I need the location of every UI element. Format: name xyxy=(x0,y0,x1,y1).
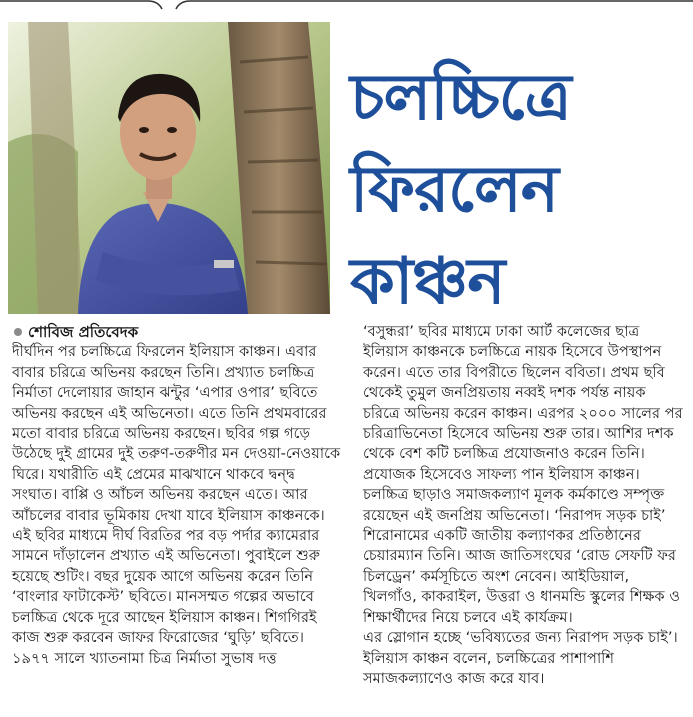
bullet-icon xyxy=(14,328,22,336)
article-column-right xyxy=(363,322,685,689)
article-paragraph: এর স্লোগান হচ্ছে ‘ভবিষ্যতের জন্য নিরাপদ সড়ক চাই’। ইলিয়াস কাঞ্চন বলেন, চলচ্চিত্রের পাশাপাশি সমাজকল্যাণেও কাজ করে যাব। xyxy=(363,629,678,687)
actor-photo xyxy=(8,22,330,314)
top-frame-border xyxy=(0,0,693,10)
byline-text: শোবিজ প্রতিবেদক xyxy=(28,323,139,341)
article-paragraph: এই ছবির মাধ্যমে দীর্ঘ বিরতির পর বড় পর্দার ক্যামেরার সামনে দাঁড়ালেন প্রখ্যাত এই অভিনেতা। পুবাইলে শুরু হয়েছে শুটিং। বছর দুয়েক আগে অভিনয় করেন তিনি ‘বাংলার ফাটাকেস্ট’ ছবিতে। মানসম্মত গল্পের অভাবে চলচ্চিত্র থেকে দূরে আছেন ইলিয়াস কাঞ্চন। শিগগিরই কাজ শুরু করবেন জাফর ফিরোজের ‘ঘুড়ি’ ছবিতে। xyxy=(12,527,320,647)
article-headline xyxy=(350,52,680,328)
article-column-left xyxy=(12,322,342,669)
article-paragraph: ‘বসুন্ধরা’ ছবির মাধ্যমে ঢাকা আর্ট কলেজের ছাত্র ইলিয়াস কাঞ্চনকে চলচ্চিত্রে নায়ক হিসেবে উপস্থাপন করেন। এতে তার বিপরীতে ছিলেন ববিতা। প্রথম ছবি থেকেই তুমুল জনপ্রিয়তায় নব্বই দশক পর্যন্ত নায়ক চরিত্রে অভিনয় করেন কাঞ্চন। এরপর ২০০০ সালের পর চরিত্রাভিনেতা হিসেবে অভিনয় শুরু তার। আশির দশক থেকে বেশ কটি চলচ্চিত্র প্রযোজনাও করেন তিনি। প্রযোজক হিসেবেও সাফল্য পান ইলিয়াস কাঞ্চন। xyxy=(363,323,683,483)
byline xyxy=(12,322,342,342)
article-paragraph: চলচ্চিত্র ছাড়াও সমাজকল্যাণ মূলক কর্মকাণ্ডে সম্পৃক্ত রয়েছেন এই জনপ্রিয় অভিনেতা। ‘নিরাপদ সড়ক চাই’ শিরোনামের একটি জাতীয় কল্যাণকর প্রতিষ্ঠানের চেয়ারম্যান তিনি। আজ জাতিসংঘের ‘রোড সেফটি ফর চিলড্রেন’ কর্মসূচিতে অংশ নেবেন। আইডিয়াল, খিলগাঁও, কাকরাইল, উত্তরা ও ধানমন্ডি স্কুলের শিক্ষক ও শিক্ষার্থীদের নিয়ে চলবে এই কার্যক্রম। xyxy=(363,486,681,626)
headline-line: কাঞ্চন xyxy=(350,245,505,319)
article-paragraph: ১৯৭৭ সালে খ্যাতনামা চিত্র নির্মাতা সুভাষ দত্ত xyxy=(12,649,277,667)
article-paragraph: দীর্ঘদিন পর চলচ্চিত্রে ফিরলেন ইলিয়াস কাঞ্চন। এবার বাবার চরিত্রে অভিনয় করছেন তিনি। প্রখ্যাত চলচ্চিত্র নির্মাতা দেলোয়ার জাহান ঝন্টুর ‘এপার ওপার’ ছবিতে অভিনয় করছেন এই অভিনেতা। এতে তিনি প্রথমবারের মতো বাবার চরিত্রে অভিনয় করছেন। ছবির গল্প গড়ে উঠেছে দুই গ্রামের দুই তরুণ-তরুণীর মন দেওয়া-নেওয়াকে ঘিরে। যথারীতি এই প্রেমের মাঝখানে থাকবে দ্বন্দ্ব সংঘাত। বাপ্পি ও আঁচল অভিনয় করছেন এতে। আর আঁচলের বাবার ভূমিকায় দেখা যাবে ইলিয়াস কাঞ্চনকে। xyxy=(12,343,341,524)
headline-line: ফিরলেন xyxy=(350,153,558,227)
headline-line: চলচ্চিত্রে xyxy=(350,61,571,135)
